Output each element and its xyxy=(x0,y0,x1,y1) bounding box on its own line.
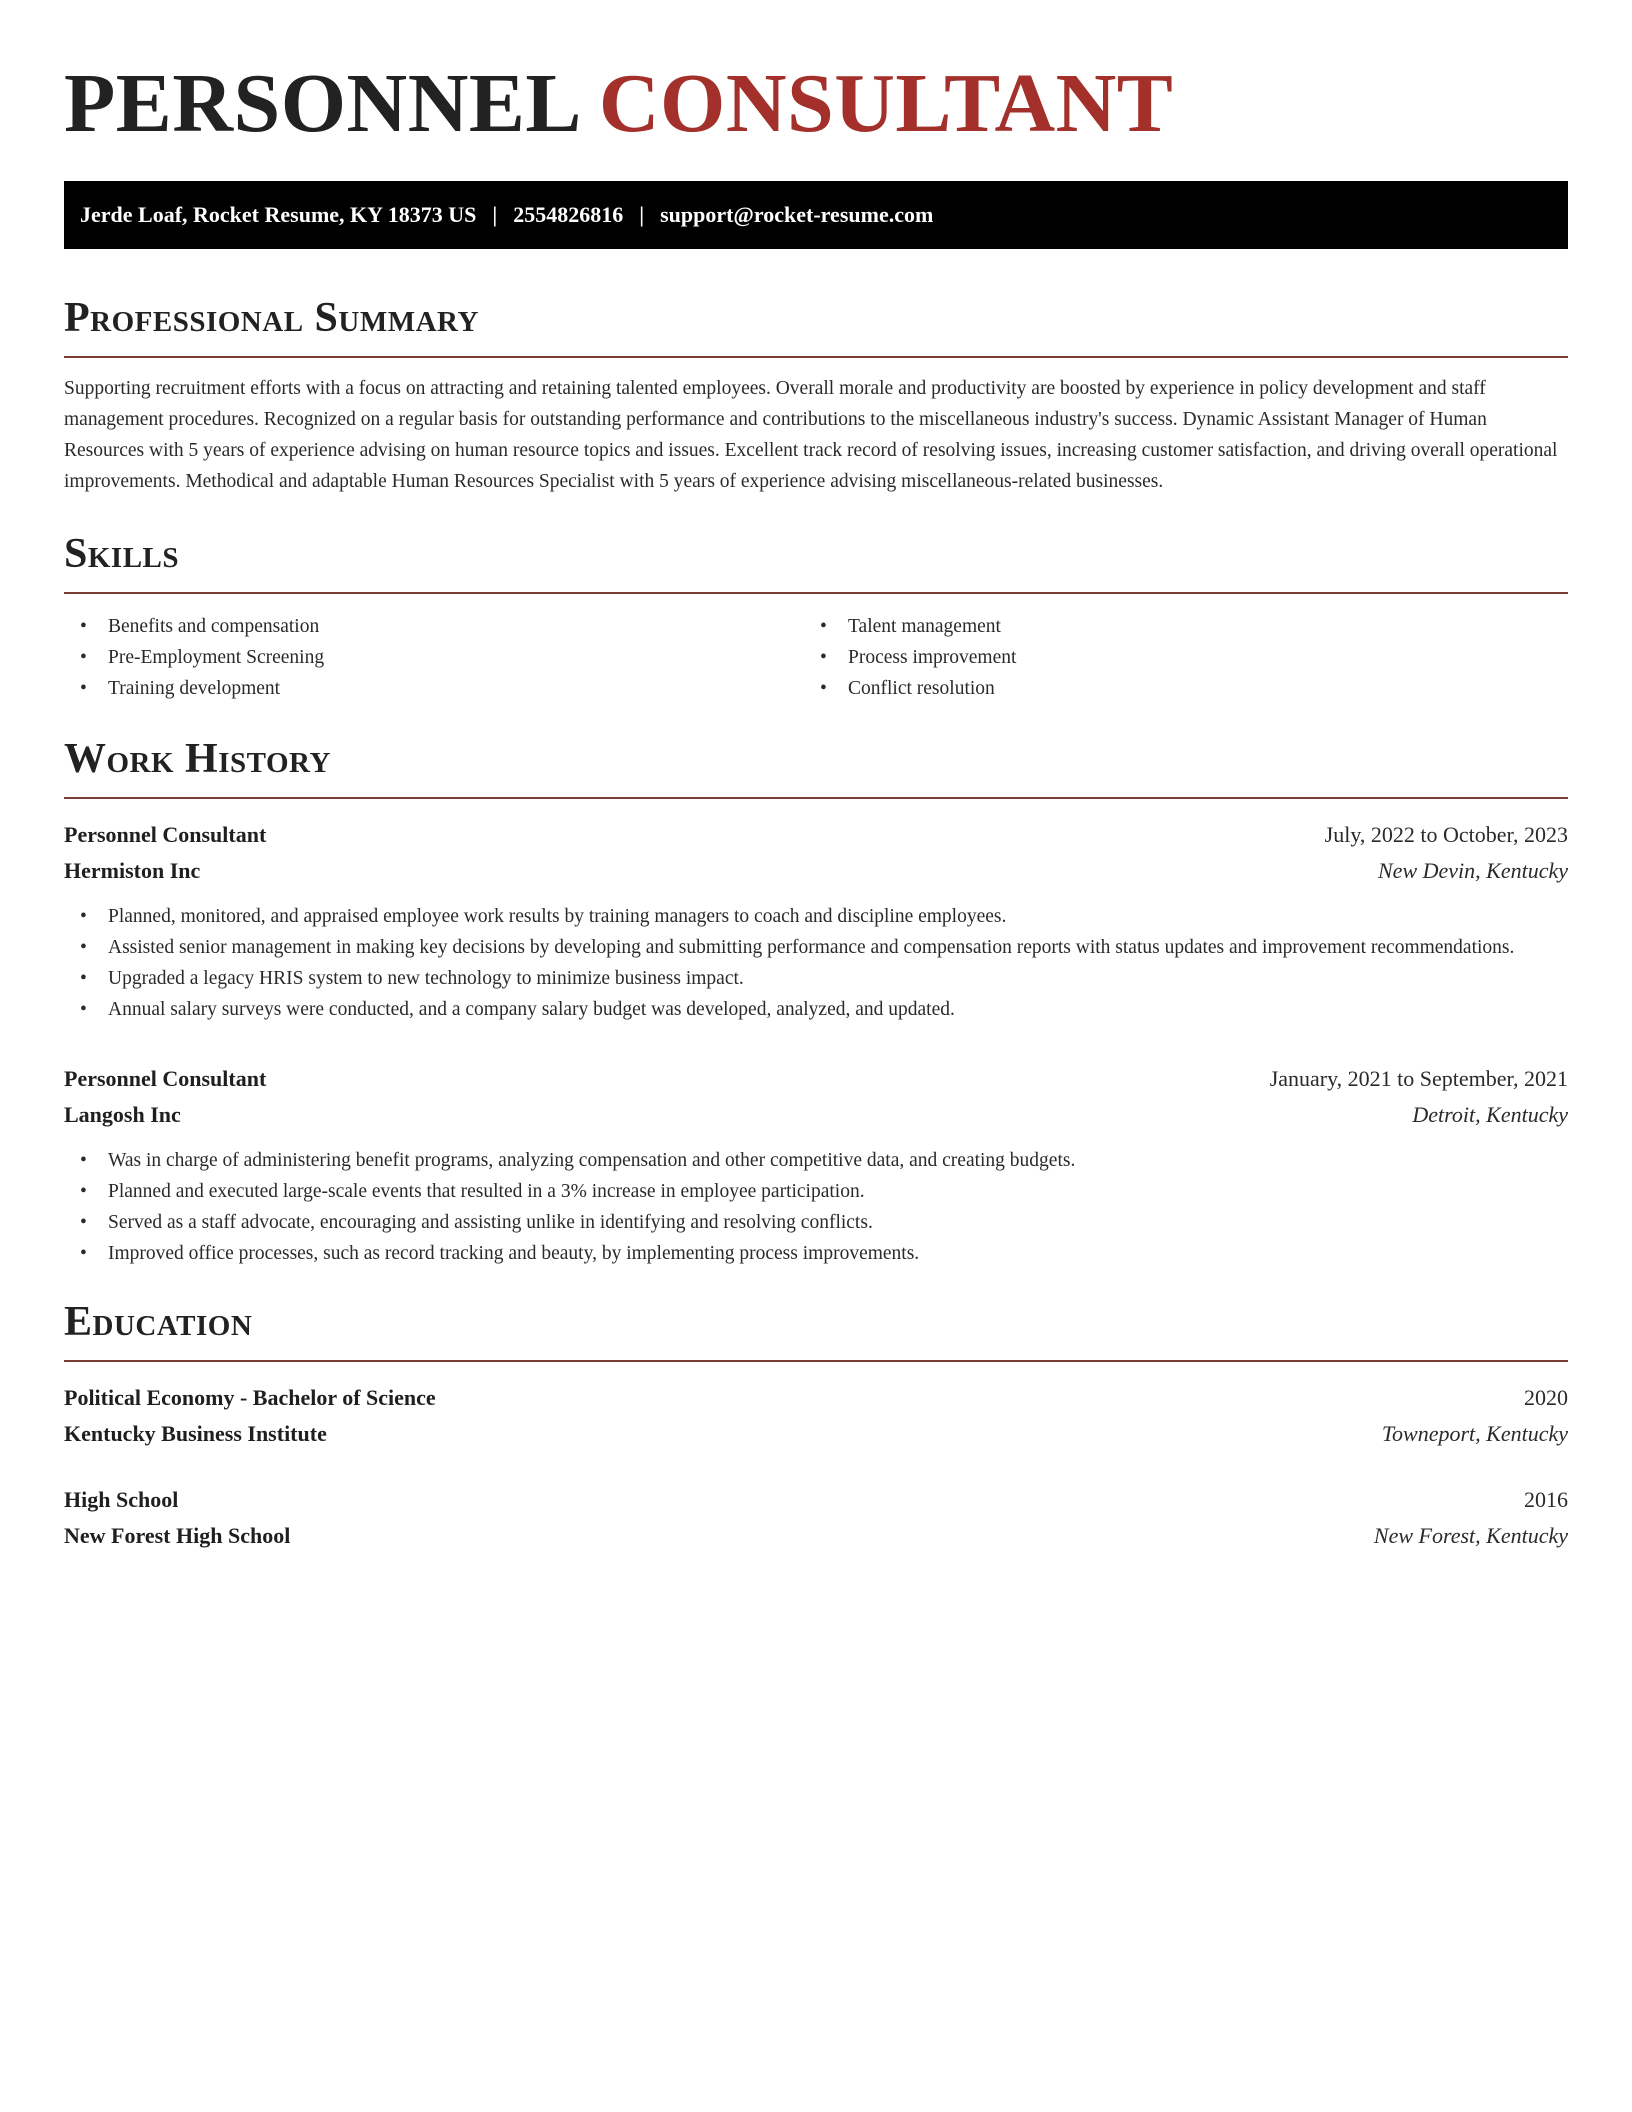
job-bullets xyxy=(64,1145,1568,1269)
education-header-row xyxy=(64,1380,1568,1416)
section-divider xyxy=(64,356,1568,358)
skill-item: • Benefits and compensation xyxy=(64,611,804,642)
section-divider xyxy=(64,1360,1568,1362)
education-school: Kentucky Business Institute xyxy=(64,1421,327,1446)
resume-name xyxy=(64,0,1568,150)
contact-phone: 2554826816 xyxy=(513,202,624,227)
skills-column-right xyxy=(804,611,1568,704)
job-dates: July, 2022 to October, 2023 xyxy=(1324,822,1568,847)
education-header-row xyxy=(64,1482,1568,1518)
job-company: Langosh Inc xyxy=(64,1102,181,1127)
contact-address: Jerde Loaf, Rocket Resume, KY 18373 US xyxy=(80,202,477,227)
job-title: Personnel Consultant xyxy=(64,822,267,847)
summary-heading: Professional Summary xyxy=(64,295,479,341)
job-company-row xyxy=(64,1097,1568,1133)
job-bullet: • Planned and executed large-scale events that resulted in a 3% increase in employee participation. xyxy=(64,1176,1568,1207)
job-bullet: • Served as a staff advocate, encouraging and assisting unlike in identifying and resolving conflicts. xyxy=(64,1207,1568,1238)
job-entry xyxy=(64,817,1568,1025)
job-bullet: • Assisted senior management in making key decisions by developing and submitting performance and compensation reports with status updates and improvement recommendations. xyxy=(64,932,1568,963)
education-entry xyxy=(64,1380,1568,1452)
job-header-row xyxy=(64,1061,1568,1097)
education-degree: High School xyxy=(64,1487,179,1512)
job-bullet: • Improved office processes, such as record tracking and beauty, by implementing process improvements. xyxy=(64,1238,1568,1269)
job-company: Hermiston Inc xyxy=(64,858,201,883)
education-year: 2020 xyxy=(1524,1385,1568,1410)
section-divider xyxy=(64,797,1568,799)
job-header-row xyxy=(64,817,1568,853)
education-location: New Forest, Kentucky xyxy=(1373,1523,1568,1548)
section-divider xyxy=(64,592,1568,594)
skill-item: • Talent management xyxy=(804,611,1568,642)
education-year: 2016 xyxy=(1524,1487,1568,1512)
job-title: Personnel Consultant xyxy=(64,1066,267,1091)
name-last: CONSULTANT xyxy=(598,57,1174,150)
education-school: New Forest High School xyxy=(64,1523,291,1548)
contact-email: support@rocket-resume.com xyxy=(660,202,934,227)
job-bullet: • Planned, monitored, and appraised employee work results by training managers to coach and discipline employees. xyxy=(64,901,1568,932)
job-bullets xyxy=(64,901,1568,1025)
contact-separator: | xyxy=(492,202,498,227)
job-company-row xyxy=(64,853,1568,889)
summary-text: Supporting recruitment efforts with a focus on attracting and retaining talented employees. Overall morale and productivity are boosted by experience in policy development and staff management procedures. Recognized on a regular basis for outstanding performance and contributions to the miscellaneous industry's success. Dynamic Assistant Manager of Human Resources with 5 years of experience advising on human resource topics and issues. Excellent track record of resolving issues, increasing customer satisfaction, and driving overall operational improvements. Methodical and adaptable Human Resources Specialist with 5 years of experience advising miscellaneous-related businesses. xyxy=(64,378,1558,492)
education-heading: Education xyxy=(64,1299,253,1345)
skills-list xyxy=(64,611,1568,704)
contact-bar xyxy=(64,181,1568,249)
education-school-row xyxy=(64,1416,1568,1452)
skill-item: • Pre-Employment Screening xyxy=(64,642,804,673)
skill-item: • Training development xyxy=(64,673,804,704)
name-first: PERSONNEL xyxy=(64,57,578,150)
education-location: Towneport, Kentucky xyxy=(1381,1421,1568,1446)
job-entry xyxy=(64,1061,1568,1269)
job-bullet: • Was in charge of administering benefit programs, analyzing compensation and other competitive data, and creating budgets. xyxy=(64,1145,1568,1176)
skills-column-left xyxy=(64,611,804,704)
education-entry xyxy=(64,1482,1568,1554)
education-school-row xyxy=(64,1518,1568,1554)
contact-separator: | xyxy=(639,202,645,227)
skill-item: • Conflict resolution xyxy=(804,673,1568,704)
work-history-heading: Work History xyxy=(64,736,331,782)
skills-heading: Skills xyxy=(64,531,180,577)
education-degree: Political Economy - Bachelor of Science xyxy=(64,1385,436,1410)
job-location: New Devin, Kentucky xyxy=(1378,858,1568,883)
job-dates: January, 2021 to September, 2021 xyxy=(1269,1066,1568,1091)
job-bullet: • Upgraded a legacy HRIS system to new technology to minimize business impact. xyxy=(64,963,1568,994)
job-location: Detroit, Kentucky xyxy=(1412,1102,1568,1127)
job-bullet: • Annual salary surveys were conducted, and a company salary budget was developed, analyzed, and updated. xyxy=(64,994,1568,1025)
skill-item: • Process improvement xyxy=(804,642,1568,673)
